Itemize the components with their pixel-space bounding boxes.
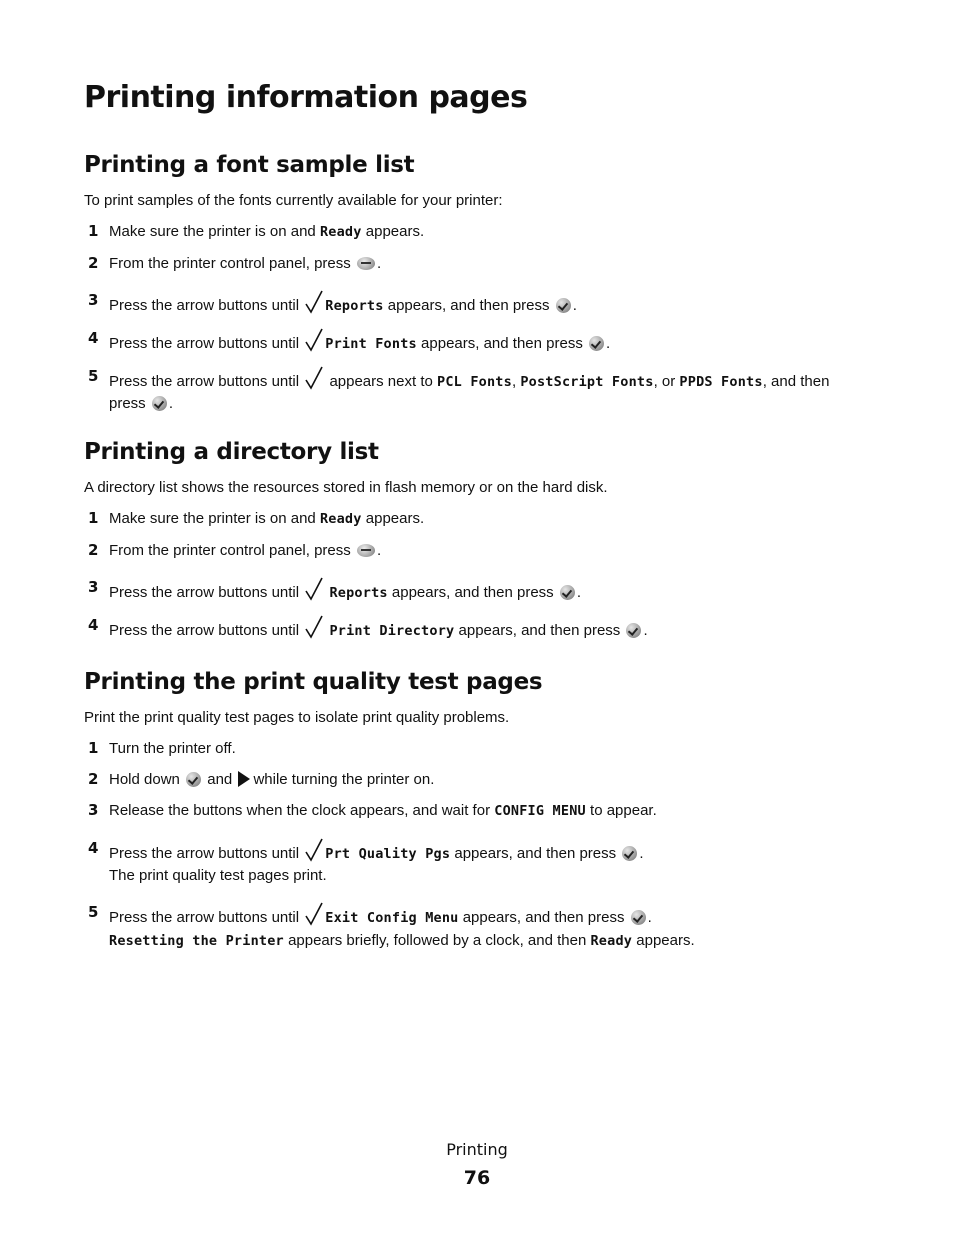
step-number: 2 <box>88 770 99 788</box>
step-number: 4 <box>88 616 99 634</box>
checkmark-icon <box>305 290 323 314</box>
step-number: 3 <box>88 291 99 309</box>
step-text: Hold down and while turning the printer on. <box>109 771 435 788</box>
step-number: 4 <box>88 839 99 857</box>
display-code: PostScript Fonts <box>520 374 654 390</box>
step-text: Release the buttons when the clock appears, and wait for CONFIG MENU to appear. <box>109 802 657 819</box>
section-heading-directory: Printing a directory list <box>84 439 379 465</box>
select-button-icon <box>622 846 637 861</box>
display-code: Resetting the Printer <box>109 933 284 949</box>
checkmark-icon <box>305 366 323 390</box>
select-button-icon <box>186 772 201 787</box>
display-code: CONFIG MENU <box>494 803 586 819</box>
display-code: Prt Quality Pgs <box>325 846 451 862</box>
section-heading-print-quality: Printing the print quality test pages <box>84 669 543 695</box>
select-button-icon <box>560 585 575 600</box>
step-text: Press the arrow buttons until Print Fonts appears, and then press . <box>109 328 864 355</box>
display-code: Reports <box>325 298 384 314</box>
section-heading-font-sample: Printing a font sample list <box>84 152 415 178</box>
select-button-icon <box>589 336 604 351</box>
right-arrow-icon <box>238 771 250 787</box>
checkmark-icon <box>305 577 323 601</box>
display-code: Ready <box>319 511 362 527</box>
menu-key-icon <box>357 544 375 557</box>
display-code: Ready <box>590 933 633 949</box>
section-intro: Print the print quality test pages to isolate print quality problems. <box>84 709 510 726</box>
step-number: 1 <box>88 739 99 757</box>
checkmark-icon <box>305 615 323 639</box>
step-number: 5 <box>88 903 99 921</box>
checkmark-icon <box>305 328 323 352</box>
checkmark-icon <box>305 902 323 926</box>
display-code: Print Directory <box>329 623 455 639</box>
step-text: From the printer control panel, press . <box>109 542 382 559</box>
step-number: 5 <box>88 367 99 385</box>
step-text: Press the arrow buttons until Reports appears, and then press . <box>109 290 864 317</box>
step-text: Press the arrow buttons until Prt Quality Pgs appears, and then press . <box>109 838 864 865</box>
step-number: 4 <box>88 329 99 347</box>
select-button-icon <box>152 396 167 411</box>
step-text: From the printer control panel, press . <box>109 255 382 272</box>
step-text: Press the arrow buttons until Print Directory appears, and then press . <box>109 615 864 642</box>
section-intro: A directory list shows the resources stored in flash memory or on the hard disk. <box>84 479 608 496</box>
step-number: 1 <box>88 222 99 240</box>
step-text: Turn the printer off. <box>109 740 236 757</box>
step-number: 2 <box>88 541 99 559</box>
step-text: Press the arrow buttons until Exit Config Menu appears, and then press . <box>109 902 864 929</box>
step-note-text: The print quality test pages print. <box>109 867 327 884</box>
menu-key-icon <box>357 257 375 270</box>
page-number: 76 <box>463 1167 491 1189</box>
step-text: Make sure the printer is on and Ready appears. <box>109 510 425 527</box>
display-code: Exit Config Menu <box>325 910 459 926</box>
step-text: Press the arrow buttons until Reports appears, and then press . <box>109 577 864 604</box>
page-title: Printing information pages <box>84 80 528 115</box>
select-button-icon <box>631 910 646 925</box>
checkmark-icon <box>305 838 323 862</box>
select-button-icon <box>626 623 641 638</box>
display-code: Print Fonts <box>325 336 417 352</box>
display-code: Ready <box>319 224 362 240</box>
step-note-text: Resetting the Printer appears briefly, followed by a clock, and then Ready appears. <box>109 932 695 949</box>
step-number: 1 <box>88 509 99 527</box>
step-number: 3 <box>88 801 99 819</box>
display-code: PPDS Fonts <box>679 374 763 390</box>
display-code: Reports <box>329 585 388 601</box>
display-code: PCL Fonts <box>437 374 512 390</box>
section-intro: To print samples of the fonts currently available for your printer: <box>84 192 503 209</box>
select-button-icon <box>556 298 571 313</box>
step-text: Press the arrow buttons until appears next to PCL Fonts, PostScript Fonts, or PPDS Fonts, and then press . <box>109 366 864 414</box>
step-text: Make sure the printer is on and Ready appears. <box>109 223 425 240</box>
footer-section-label: Printing <box>446 1140 508 1159</box>
step-number: 2 <box>88 254 99 272</box>
step-number: 3 <box>88 578 99 596</box>
